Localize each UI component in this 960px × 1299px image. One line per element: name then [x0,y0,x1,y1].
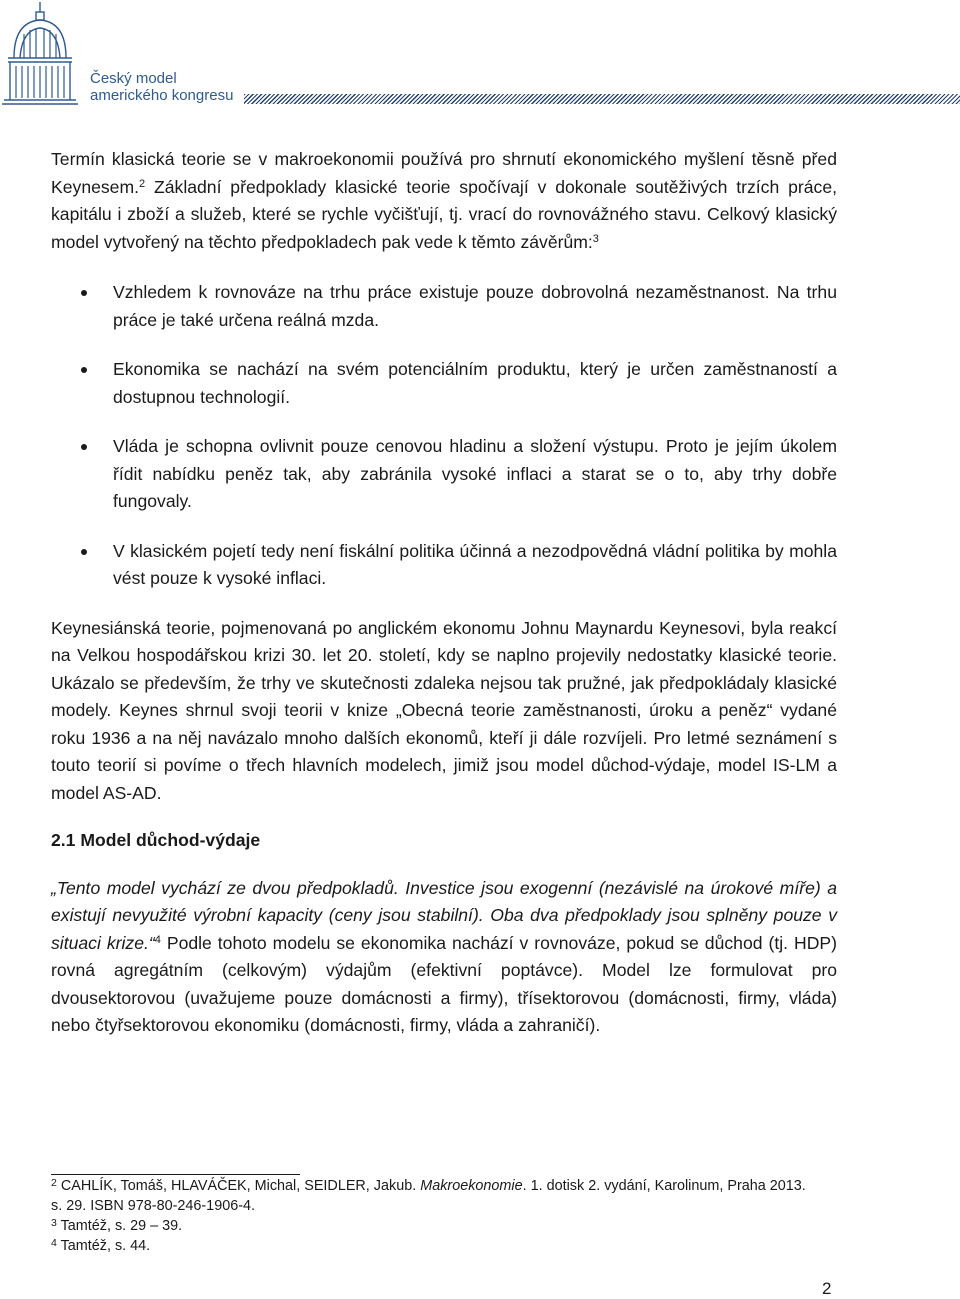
footnote-4 [51,1236,811,1256]
footnote-text: Tamtéž, s. 29 – 39. [56,1218,183,1234]
brand-name [90,70,233,104]
footnote-text: CAHLÍK, Tomáš, HLAVÁČEK, Michal, SEIDLER, Jakub. [56,1178,421,1194]
footnote-2 [51,1176,811,1216]
footnote-text: Tamtéž, s. 44. [56,1238,151,1254]
paragraph-text: Podle tohoto modelu se ekonomika nachází v rovnováze, pokud se důchod (tj. HDP) rovná agregátním (celkovým) výdajům (efektivní poptávce). Model lze formulovat pro dvousektorovou (uvažujeme pouze domácnosti a firmy), třísektorovou (domácnosti, firmy, vláda) nebo čtyřsektorovou ekonomiku (domácnosti, firmy, vláda a zahraničí). [51,932,837,1035]
list-item [51,433,837,516]
page-header [0,0,960,110]
capitol-dome-icon [0,0,86,110]
footnotes [51,1176,811,1256]
page-number: 2 [822,1279,832,1298]
footnote-separator [51,1174,300,1175]
brand-line-1: Český model [90,70,177,87]
paragraph-text: Základní předpoklady klasické teorie spočívají v dokonale soutěživých trzích práce, kapitálu i zboží a služeb, které se rychle vyčišťují, tj. vrací do rovnovážného stavu. Celkový klasický model vytvořený na těchto předpokladech pak vede k těmto závěrům: [51,176,837,252]
footnote-ref-2[interactable]: 2 [139,177,146,190]
footnote-ref-3[interactable]: 3 [592,232,599,245]
footnote-number: 2 [51,1177,57,1189]
footnote-book-title: Makroekonomie [420,1178,523,1194]
list-item-text: Ekonomika se nachází na svém potenciálním produktu, který je určen zaměstnaností a dostupnou technologií. [113,359,837,407]
list-item-text: Vzhledem k rovnováze na trhu práce existuje pouze dobrovolná nezaměstnanost. Na trhu práce je také určena reálná mzda. [113,282,837,330]
footnote-ref-4[interactable]: 4 [154,933,161,946]
bullet-icon [81,444,87,450]
paragraph-income-expenditure-model [51,875,837,1040]
list-item-text: Vláda je schopna ovlivnit pouze cenovou hladinu a složení výstupu. Proto je jejím úkolem řídit nabídku peněz tak, aby zabránila vysoké inflaci a starat se o to, aby trhy dobře fungovaly. [113,436,837,511]
footnote-3 [51,1216,811,1236]
section-heading: 2.1 Model důchod-výdaje [51,830,261,850]
footnote-number: 3 [51,1217,57,1229]
paragraph-classical-theory [51,146,837,256]
list-item [51,279,837,334]
quote-text: „Tento model vychází ze dvou předpokladů. Investice jsou exogenní (nezávislé na úrokové míře) a existují nevyužité výrobní kapacity (ceny jsou stabilní). Oba dva předpoklady jsou splněny pouze v situaci krize.“ [51,877,837,953]
conclusions-list [51,279,837,593]
list-item [51,538,837,593]
page-content [51,146,837,1040]
brand-line-2: amerického kongresu [90,87,234,104]
paragraph-keynesian-theory: Keynesiánská teorie, pojmenovaná po anglickém ekonomu Johnu Maynardu Keynesovi, byla reakcí na Velkou hospodářskou krizi 30. let 20. století, kdy se naplno projevily nedostatky klasické teorie. Ukázalo se především, že trhy ve skutečnosti zdaleka nejsou tak pružné, jak předpokládaly klasické modely. Keynes shrnul svoji teorii v knize „Obecná teorie zaměstnanosti, úroku a peněz“ vydané roku 1936 a na něj navázalo mnoho dalších ekonomů, kteří ji dále rozvíjeli. Pro letmé seznámení s touto teorií si povíme o třech hlavních modelech, jimiž jsou model důchod-výdaje, model IS-LM a model AS-AD. [51,617,837,803]
list-item-text: V klasickém pojetí tedy není fiskální politika účinná a nezodpovědná vládní politika by mohla vést pouze k vysoké inflaci. [113,540,837,588]
bullet-icon [81,367,87,373]
header-hatch-bar [244,94,960,104]
footnote-text: . 1. dotisk 2. vydání, Karolinum, Praha 2013. s. 29. ISBN 978-80-246-1906-4. [51,1178,806,1214]
paragraph-text: Termín klasická teorie se v makroekonomii používá pro shrnutí ekonomického myšlení těsně před Keynesem. [51,149,837,197]
footnote-number: 4 [51,1237,57,1249]
bullet-icon [81,549,87,555]
list-item [51,356,837,411]
bullet-icon [81,290,87,296]
